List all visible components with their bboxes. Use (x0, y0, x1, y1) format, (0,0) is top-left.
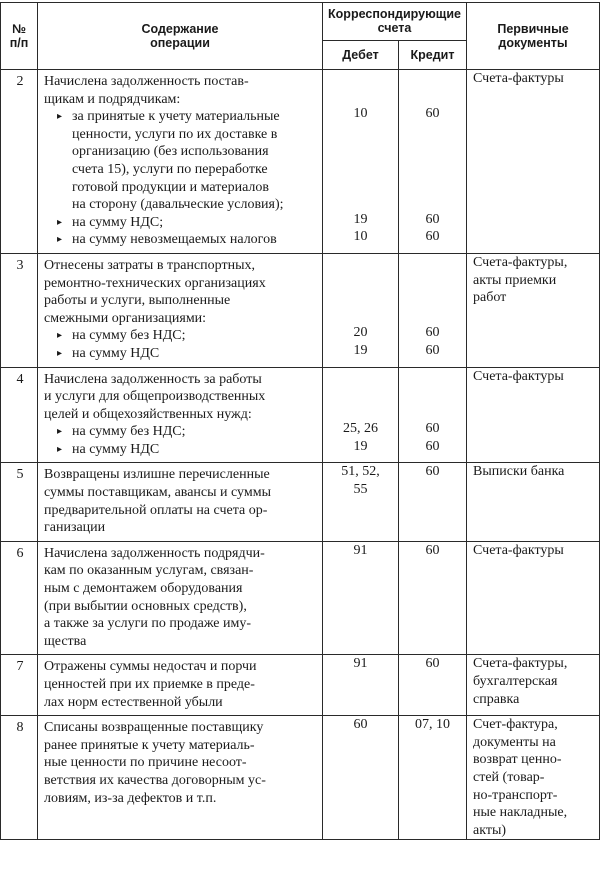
credit-cell (399, 367, 467, 463)
content-line: суммы поставщикам, авансы и суммы (44, 485, 272, 501)
credit-cell (399, 253, 467, 367)
triangle-bullet-icon: ▸ (57, 234, 63, 246)
document-line: Счета-фактуры (473, 368, 564, 384)
debit-account: 25, 26 (343, 421, 378, 437)
content-line: кам по оказанным услугам, связан- (44, 563, 254, 579)
credit-cell (399, 70, 467, 254)
sub-item-line: ▸ на сумму НДС; (57, 214, 164, 230)
credit-cell (399, 716, 467, 840)
debit-cell (323, 716, 399, 840)
document-line: справка (473, 691, 520, 707)
content-line: ветствия их качества договорным ус- (44, 772, 266, 788)
table-row (1, 463, 600, 541)
sub-item-line: организацию (без использования (72, 144, 269, 160)
sub-item-line: счета 15), услуги по переработке (72, 161, 268, 177)
sub-item-line: ▸ на сумму невозмещаемых налогов (57, 232, 277, 248)
debit-account: 55 (353, 482, 368, 498)
debit-cell (323, 70, 399, 254)
debit-account: 91 (353, 656, 368, 672)
document-line: Счета-фактуры, (473, 656, 568, 672)
ledger-body (1, 70, 600, 840)
triangle-bullet-icon: ▸ (57, 443, 63, 455)
content-line: ремонтно-технических организациях (44, 275, 266, 291)
header-debit: Дебет (323, 40, 399, 69)
credit-account: 60 (425, 211, 440, 227)
debit-account: 60 (353, 717, 368, 733)
document-line: Счета-фактуры (473, 71, 564, 86)
header-content: Содержание операции (38, 3, 323, 70)
credit-account: 60 (425, 325, 440, 341)
triangle-bullet-icon: ▸ (57, 347, 63, 359)
sub-item-line: ▸ за принятые к учету материальные (57, 109, 280, 125)
credit-account: 60 (425, 464, 440, 480)
table-row (1, 716, 600, 840)
sub-item-line: на сторону (давальческие условия); (72, 197, 284, 213)
sub-item-line: ▸ на сумму без НДС; (57, 424, 186, 440)
credit-account: 60 (425, 656, 440, 672)
triangle-bullet-icon: ▸ (57, 111, 63, 123)
debit-account: 91 (353, 542, 368, 558)
documents-cell (467, 70, 600, 254)
triangle-bullet-icon: ▸ (57, 216, 63, 228)
documents-cell (467, 367, 600, 463)
content-line: Отражены суммы недостач и порчи (44, 659, 257, 675)
row-number: 4 (1, 367, 38, 463)
document-line: но-транспорт- (473, 787, 558, 803)
row-number: 8 (1, 716, 38, 840)
document-line: Счета-фактуры, (473, 254, 568, 270)
sub-item-line: ▸ на сумму НДС (57, 345, 160, 361)
row-number: 6 (1, 541, 38, 655)
content-line: Начислена задолженность постав- (44, 74, 249, 89)
content-line: смежными организациями: (44, 310, 207, 326)
credit-cell (399, 463, 467, 541)
debit-account: 20 (353, 325, 368, 341)
content-line: Начислена задолженность за работы (44, 371, 262, 387)
credit-cell (399, 655, 467, 716)
content-line: ным с демонтажем оборудования (44, 581, 243, 597)
operation-content (38, 367, 323, 463)
header-num: № п/п (1, 3, 38, 70)
documents-cell (467, 541, 600, 655)
credit-account: 60 (425, 229, 440, 245)
documents-cell (467, 716, 600, 840)
credit-cell (399, 541, 467, 655)
document-line: акты приемки (473, 272, 557, 288)
content-line: ценностей при их приемке в преде- (44, 677, 255, 692)
debit-cell (323, 367, 399, 463)
document-line: Счета-фактуры (473, 542, 564, 558)
documents-cell (467, 655, 600, 716)
document-line: стей (товар- (473, 769, 545, 785)
content-line: ловиям, из-за дефектов и т.п. (44, 790, 217, 806)
operation-content (38, 716, 323, 840)
row-number: 5 (1, 463, 38, 541)
content-line: лах норм естественной убыли (44, 694, 223, 710)
row-number: 2 (1, 70, 38, 254)
content-line: а также за услуги по продаже иму- (44, 616, 252, 632)
header-credit: Кредит (399, 40, 467, 69)
debit-cell (323, 655, 399, 716)
row-number: 7 (1, 655, 38, 716)
content-line: предварительной оплаты на счета ор- (44, 502, 268, 518)
document-line: возврат ценно- (473, 752, 562, 768)
content-line: щикам и подрядчикам: (44, 91, 181, 107)
documents-cell (467, 253, 600, 367)
document-line: документы на (473, 734, 556, 750)
content-line: Отнесены затраты в транспортных, (44, 257, 255, 273)
content-line: ные ценности по причине несоот- (44, 755, 247, 771)
row-number: 3 (1, 253, 38, 367)
content-line: и услуги для общепроизводственных (44, 389, 266, 405)
operation-content (38, 541, 323, 655)
sub-item-line: ценности, услуги по их доставке в (72, 126, 278, 142)
table-row (1, 70, 600, 254)
content-line: Возвращены излишне перечисленные (44, 467, 270, 483)
credit-account: 60 (425, 342, 440, 358)
content-line: (при выбытии основных средств), (44, 598, 247, 614)
credit-account: 07, 10 (415, 717, 450, 733)
credit-account: 60 (425, 438, 440, 454)
ledger-table (0, 2, 600, 840)
credit-account: 60 (425, 542, 440, 558)
debit-cell (323, 541, 399, 655)
triangle-bullet-icon: ▸ (57, 426, 63, 438)
debit-account: 10 (353, 106, 368, 122)
document-line: акты) (473, 822, 507, 838)
operation-content (38, 70, 323, 254)
operation-content (38, 253, 323, 367)
debit-cell (323, 253, 399, 367)
content-line: ранее принятые к учету материаль- (44, 737, 255, 753)
operation-content (38, 463, 323, 541)
header-docs: Первичные документы (467, 3, 600, 70)
document-line: Счет-фактура, (473, 717, 558, 733)
operation-content (38, 655, 323, 716)
sub-item-line: ▸ на сумму без НДС; (57, 328, 186, 344)
document-line: ные накладные, (473, 805, 568, 821)
table-row (1, 655, 600, 716)
content-line: целей и общехозяйственных нужд: (44, 406, 252, 422)
content-line: Начислена задолженность подрядчи- (44, 545, 265, 561)
header-corr-accounts: Корреспондирующие счета (323, 3, 467, 41)
credit-account: 60 (425, 106, 440, 122)
credit-account: 60 (425, 421, 440, 437)
debit-account: 10 (353, 229, 368, 245)
triangle-bullet-icon: ▸ (57, 330, 63, 342)
content-line: работы и услуги, выполненные (44, 293, 231, 309)
document-line: Выписки банка (473, 464, 565, 480)
content-line: Списаны возвращенные поставщику (44, 720, 264, 736)
debit-account: 19 (353, 211, 368, 227)
table-row (1, 367, 600, 463)
table-row (1, 541, 600, 655)
document-line: бухгалтерская (473, 674, 558, 689)
content-line: щества (44, 633, 87, 649)
content-line: ганизации (44, 520, 106, 536)
document-line: работ (473, 290, 507, 306)
documents-cell (467, 463, 600, 541)
debit-account: 19 (353, 438, 368, 454)
sub-item-line: готовой продукции и материалов (72, 179, 270, 195)
debit-cell (323, 463, 399, 541)
table-row (1, 253, 600, 367)
sub-item-line: ▸ на сумму НДС (57, 441, 160, 457)
debit-account: 51, 52, (341, 464, 380, 480)
debit-account: 19 (353, 342, 368, 358)
